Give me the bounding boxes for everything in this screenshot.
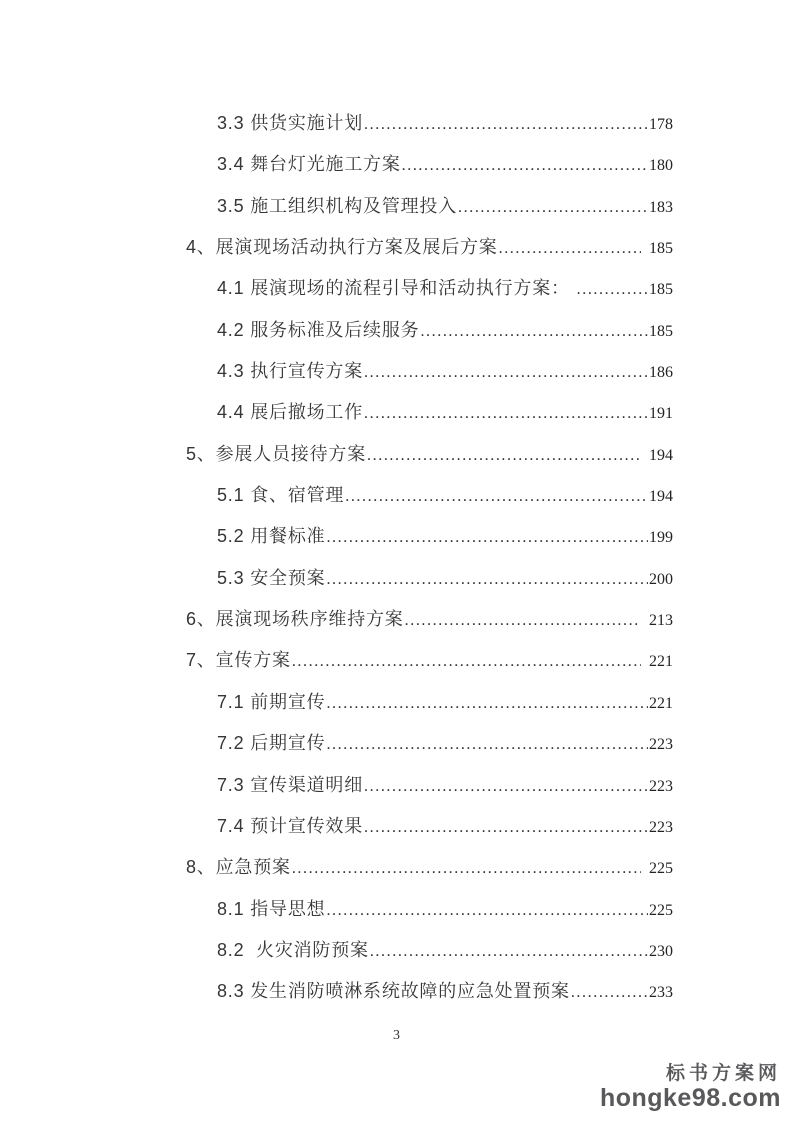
toc-dot-leader xyxy=(364,778,648,796)
toc-dot-leader xyxy=(499,240,641,258)
watermark xyxy=(600,1064,781,1111)
toc-entry-label: 8、应急预案 xyxy=(186,857,291,878)
toc-dot-leader xyxy=(326,695,648,713)
toc-entry-page: 230 xyxy=(649,942,673,960)
toc-entry[interactable] xyxy=(0,760,793,801)
toc-entry-page: 186 xyxy=(649,364,673,382)
toc-entry[interactable] xyxy=(0,842,793,883)
toc-dot-leader xyxy=(364,819,648,837)
toc-dot-leader xyxy=(364,405,648,423)
toc-entry[interactable] xyxy=(0,429,793,470)
toc-dot-leader xyxy=(402,157,648,175)
toc-entry-label: 5.2 用餐标准 xyxy=(217,526,326,547)
toc-entry[interactable] xyxy=(0,511,793,552)
page-number: 3 xyxy=(393,1028,400,1043)
toc-dot-leader xyxy=(326,529,648,547)
toc-entry-label: 4.3 执行宣传方案 xyxy=(217,361,364,382)
toc-entry-label: 5.1 食、宿管理 xyxy=(217,485,345,506)
toc-entry[interactable] xyxy=(0,181,793,222)
toc-entry-page: 221 xyxy=(649,694,673,712)
toc-entry[interactable] xyxy=(0,346,793,387)
toc-dot-leader xyxy=(292,653,641,671)
toc-entry-page: 225 xyxy=(649,901,673,919)
toc-entry-label: 8.3 发生消防喷淋系统故障的应急处置预案 xyxy=(217,981,570,1002)
toc-entry-label: 8.1 指导思想 xyxy=(217,898,326,919)
toc-entry-page: 185 xyxy=(649,240,673,258)
toc-entry-page: 194 xyxy=(649,488,673,506)
toc-entry-page: 199 xyxy=(649,529,673,547)
toc-entry[interactable] xyxy=(0,387,793,428)
toc-entry-label: 7.4 预计宣传效果 xyxy=(217,815,364,836)
toc-entry-page: 223 xyxy=(649,736,673,754)
watermark-site-url: hongke98.com xyxy=(599,1084,781,1112)
toc-entry-label: 4.2 服务标准及后续服务 xyxy=(217,319,420,340)
toc-entry-page: 223 xyxy=(649,777,673,795)
toc-entry-page: 178 xyxy=(649,116,673,133)
toc-dot-leader xyxy=(326,736,648,754)
toc-entry[interactable] xyxy=(0,263,793,304)
toc-entry[interactable] xyxy=(0,884,793,925)
toc-dot-leader xyxy=(292,860,641,878)
toc-entry[interactable] xyxy=(0,139,793,180)
toc-entry[interactable] xyxy=(0,718,793,759)
toc-entry-page: 233 xyxy=(649,984,673,1002)
toc-entry[interactable] xyxy=(0,305,793,346)
toc-entry-page: 185 xyxy=(649,281,673,299)
toc-entry-label: 7、宣传方案 xyxy=(186,650,291,671)
toc-entry-page: 185 xyxy=(649,322,673,340)
toc-dot-leader xyxy=(405,612,641,630)
toc-entry-page: 225 xyxy=(649,860,673,878)
toc-entry[interactable] xyxy=(0,98,793,139)
toc-entry-label: 7.1 前期宣传 xyxy=(217,691,326,712)
toc-entry[interactable] xyxy=(0,677,793,718)
toc-entry[interactable] xyxy=(0,222,793,263)
toc-entry-label: 5.3 安全预案 xyxy=(217,567,326,588)
toc-entry[interactable] xyxy=(0,925,793,966)
toc-dot-leader xyxy=(345,488,648,506)
toc-entry-label: 3.4 舞台灯光施工方案 xyxy=(217,154,401,175)
toc-dot-leader xyxy=(364,364,648,382)
toc-dot-leader xyxy=(364,116,648,134)
toc-dot-leader xyxy=(326,571,648,589)
toc-entry-label: 7.3 宣传渠道明细 xyxy=(217,774,364,795)
toc-dot-leader xyxy=(577,281,648,299)
toc-entry-page: 180 xyxy=(649,157,673,175)
toc-entry[interactable] xyxy=(0,470,793,511)
toc-entry-label: 5、参展人员接待方案 xyxy=(186,443,367,464)
toc xyxy=(0,98,793,1008)
toc-entry-page: 221 xyxy=(649,653,673,671)
toc-entry-page: 200 xyxy=(649,570,673,588)
toc-entry-page: 183 xyxy=(649,198,673,216)
toc-entry-label: 3.3 供货实施计划 xyxy=(217,113,364,133)
toc-entry[interactable] xyxy=(0,635,793,676)
toc-dot-leader xyxy=(420,323,648,341)
toc-entry[interactable] xyxy=(0,594,793,635)
toc-entry-page: 194 xyxy=(649,446,673,464)
toc-entry[interactable] xyxy=(0,801,793,842)
toc-entry-label: 4、展演现场活动执行方案及展后方案 xyxy=(186,237,498,258)
watermark-site-name: 标书方案网 xyxy=(665,1063,781,1084)
toc-entry[interactable] xyxy=(0,553,793,594)
toc-entry-label: 6、展演现场秩序维持方案 xyxy=(186,609,404,630)
toc-dot-leader xyxy=(367,447,641,465)
toc-entry-label: 3.5 施工组织机构及管理投入 xyxy=(217,195,458,216)
toc-entry-page: 213 xyxy=(649,612,673,630)
toc-dot-leader xyxy=(571,984,648,1002)
toc-dot-leader xyxy=(370,943,648,961)
toc-entry-label: 4.1 展演现场的流程引导和活动执行方案： xyxy=(217,278,576,299)
toc-entry[interactable] xyxy=(0,966,793,1007)
toc-entry-label: 8.2 火灾消防预案 xyxy=(217,939,369,960)
toc-entry-label: 4.4 展后撤场工作 xyxy=(217,402,364,423)
toc-dot-leader xyxy=(458,199,648,217)
toc-dot-leader xyxy=(326,902,648,920)
toc-entry-page: 191 xyxy=(649,405,673,423)
toc-entry-label: 7.2 后期宣传 xyxy=(217,733,326,754)
toc-entry-page: 223 xyxy=(649,818,673,836)
